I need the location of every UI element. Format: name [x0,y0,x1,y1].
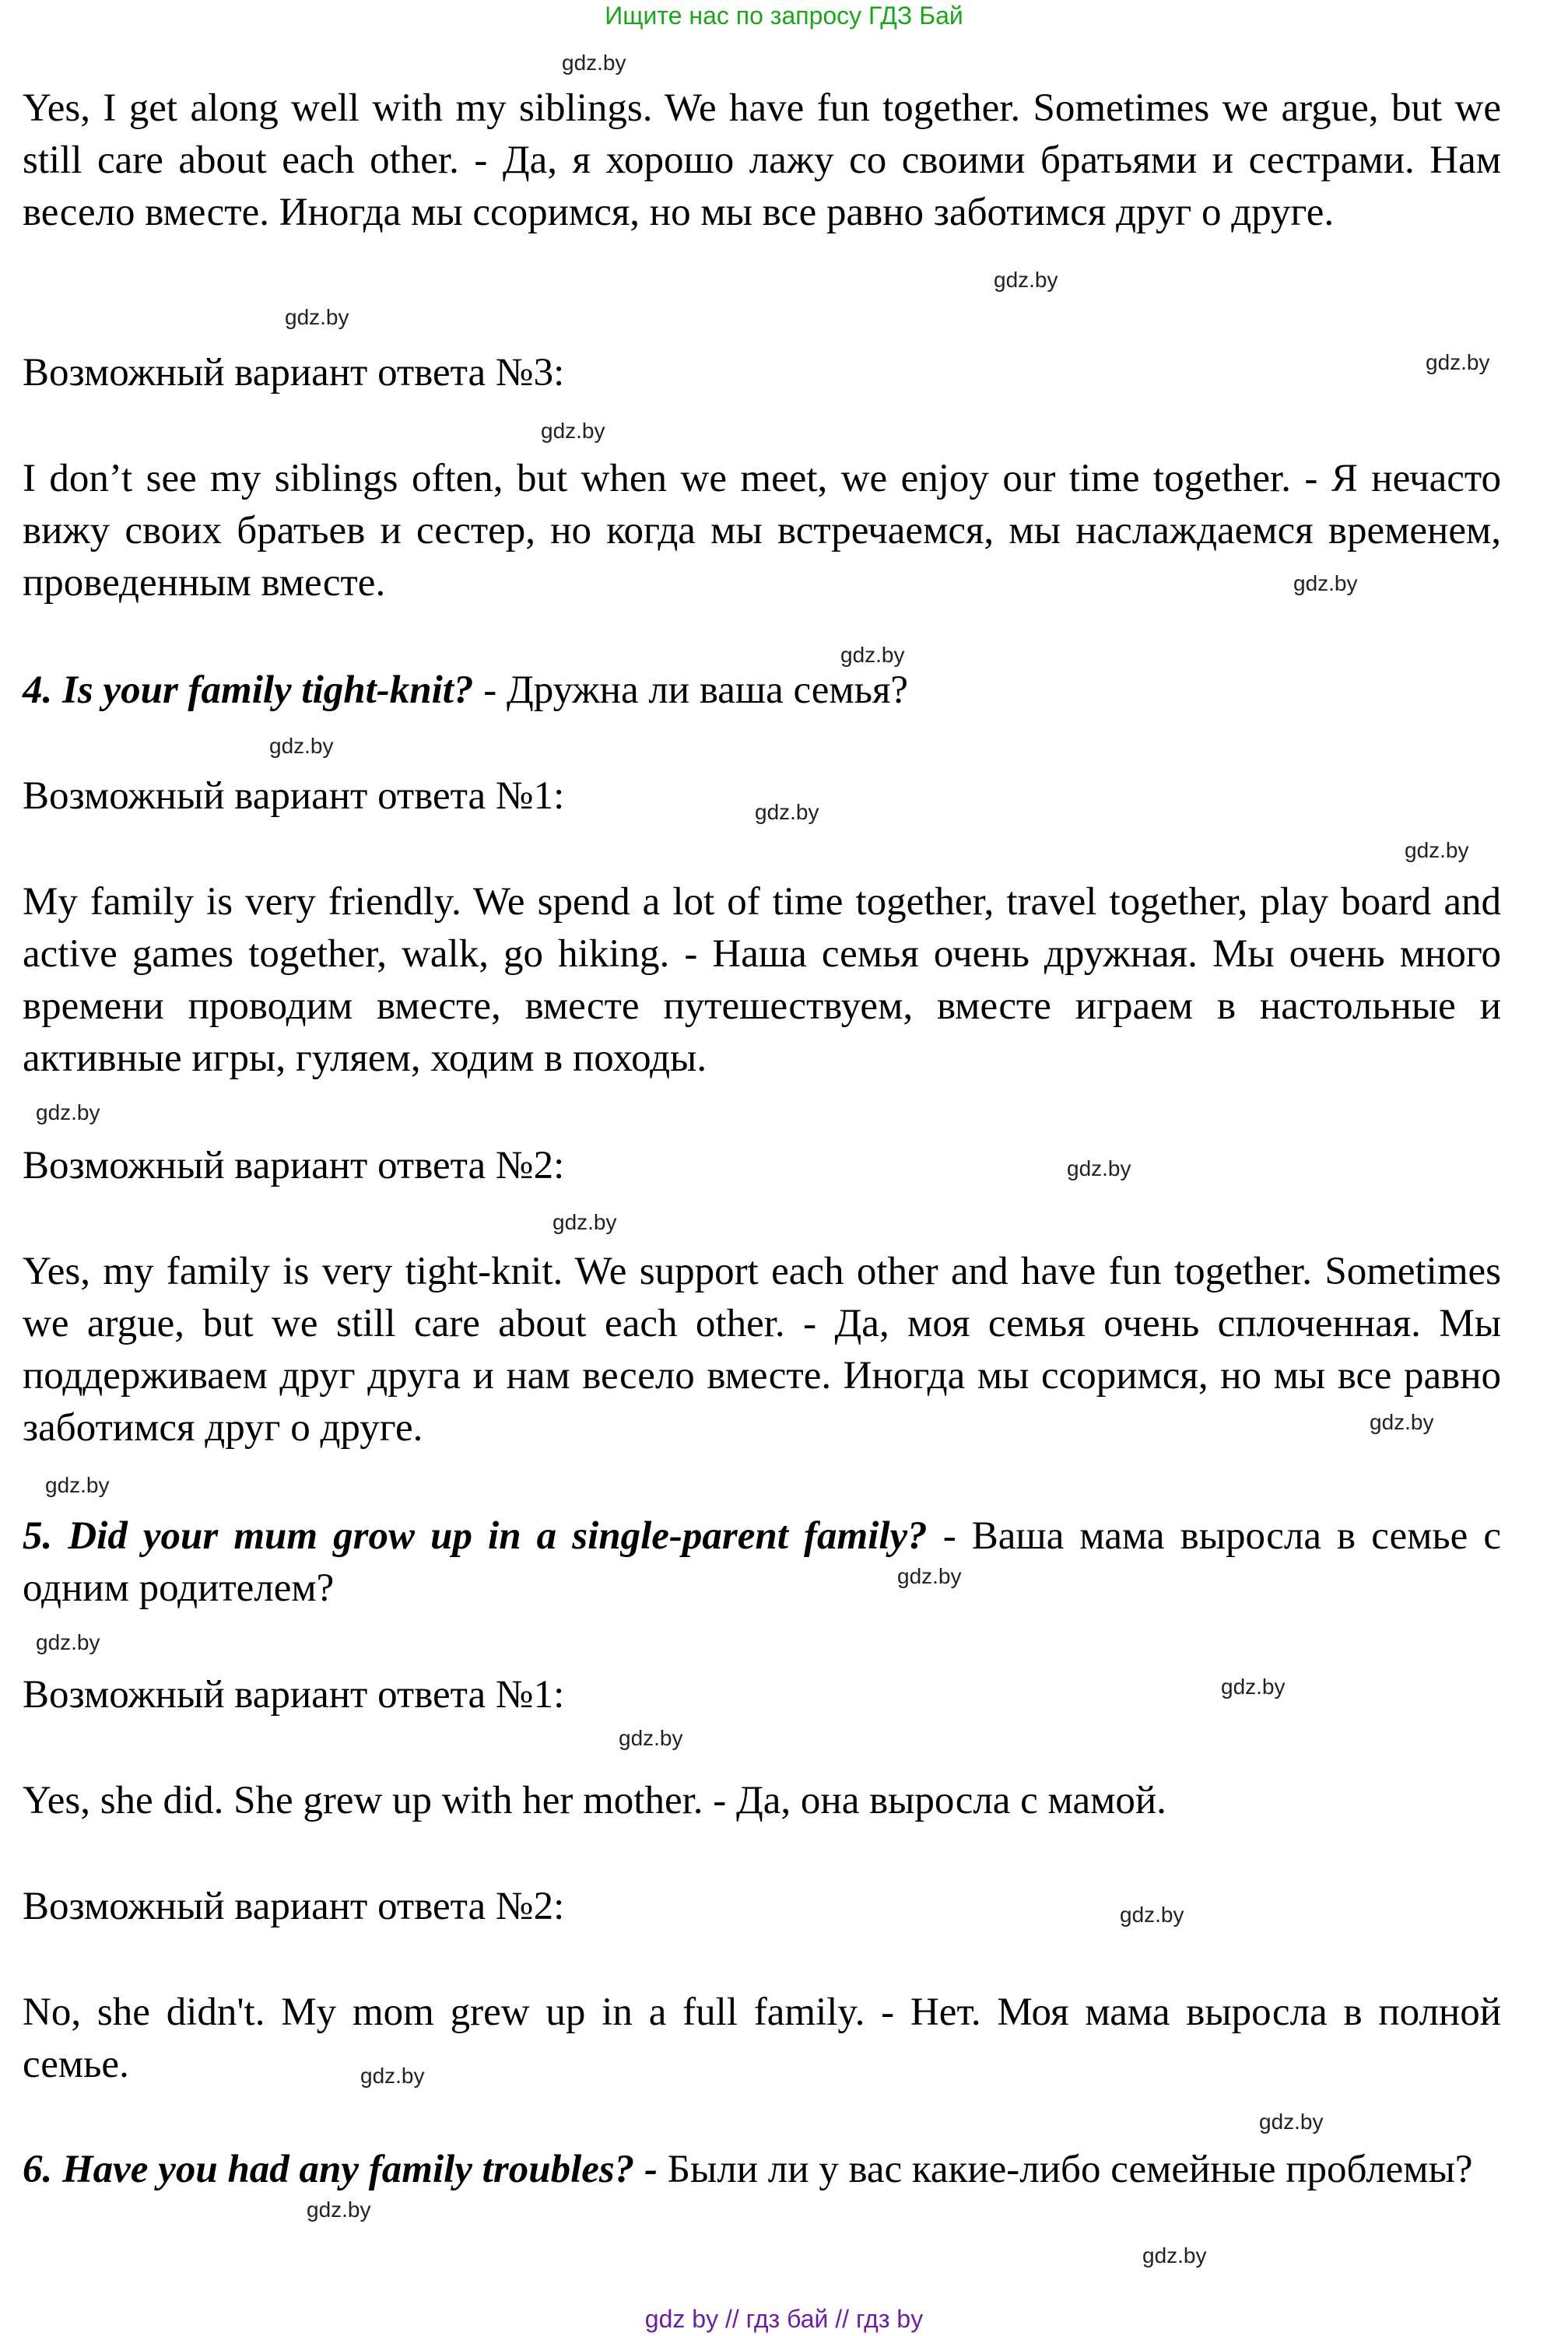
watermark: gdz.by [269,734,334,758]
variant-label: Возможный вариант ответа №1: [23,774,565,818]
watermark: gdz.by [1067,1156,1131,1180]
watermark: gdz.by [1259,2110,1324,2134]
question-title: 4. Is your family tight-knit? [23,668,474,712]
question-translation: Были ли у вас какие-либо семейные проблемы? [657,2148,1473,2191]
watermark: gdz.by [1405,838,1469,862]
question-translation: - Ваша мама выросла в семье с одним родителем? [23,1514,1501,1610]
watermark: gdz.by [360,2064,425,2088]
watermark: gdz.by [1426,350,1490,374]
answer-paragraph: Yes, my family is very tight-knit. We support each other and have fun together. Sometimes we argue, but we still care about each other. - Да, моя семья очень сплоченная. Мы поддерживаем друг друга и нам весело вместе. Иногда мы ссоримся, но мы все равно заботимся друг о друге. [23,1250,1501,1450]
answer-paragraph: I don’t see my siblings often, but when we meet, we enjoy our time together. - Я нечасто вижу своих братьев и сестер, но когда мы встречаемся, мы наслаждаемся временем, проведенным вместе. [23,457,1501,605]
watermark: gdz.by [1221,1675,1286,1699]
watermark: gdz.by [285,305,349,329]
question-heading [23,2144,1501,2196]
watermark: gdz.by [36,1630,100,1654]
watermark: gdz.by [562,51,626,75]
variant-label: Возможный вариант ответа №2: [23,1144,565,1187]
watermark: gdz.by [552,1210,617,1234]
question-title: 5. Did your mum grow up in a single-parent family? [23,1514,928,1558]
watermark: gdz.by [1142,2243,1207,2268]
variant-label: Возможный вариант ответа №3: [23,351,565,395]
question-translation: - Дружна ли ваша семья? [473,668,909,712]
footer-links[interactable]: gdz by // гдз бай // гдз by [644,2305,924,2333]
question-heading [23,1510,1501,1615]
answer-paragraph: My family is very friendly. We spend a lot of time together, travel together, play board and active games together, walk, go hiking. - Наша семья очень дружная. Мы очень много времени проводим вместе, вместе путешествуем, вместе играем в настольные и активные игры, гуляем, ходим в походы. [23,880,1501,1080]
watermark: gdz.by [897,1564,962,1588]
watermark: gdz.by [541,419,605,443]
watermark: gdz.by [1120,1903,1184,1927]
watermark: gdz.by [994,268,1058,292]
variant-label: Возможный вариант ответа №1: [23,1673,565,1717]
answer-paragraph: Yes, she did. She grew up with her mother. - Да, она выросла с мамой. [23,1779,1166,1822]
answer-paragraph: Yes, I get along well with my siblings. We have fun together. Sometimes we argue, but we still care about each other. - Да, я хорошо лажу со своими братьями и сестрами. Нам весело вместе. Иногда мы ссоримся, но мы все равно заботимся друг о друге. [23,86,1501,234]
watermark: gdz.by [840,643,905,667]
top-banner[interactable]: Ищите нас по запросу ГДЗ Бай [605,2,963,30]
question-heading [23,665,1501,717]
watermark: gdz.by [1370,1410,1434,1434]
watermark: gdz.by [307,2197,371,2222]
watermark: gdz.by [619,1726,683,1750]
question-title: 6. Have you had any family troubles? - [23,2148,658,2191]
watermark: gdz.by [45,1473,110,1497]
answer-paragraph: No, she didn't. My mom grew up in a full family. - Нет. Моя мама выросла в полной семье. [23,1991,1501,2086]
watermark: gdz.by [36,1100,100,1124]
watermark: gdz.by [755,800,819,824]
variant-label: Возможный вариант ответа №2: [23,1885,565,1928]
watermark: gdz.by [1293,571,1358,595]
